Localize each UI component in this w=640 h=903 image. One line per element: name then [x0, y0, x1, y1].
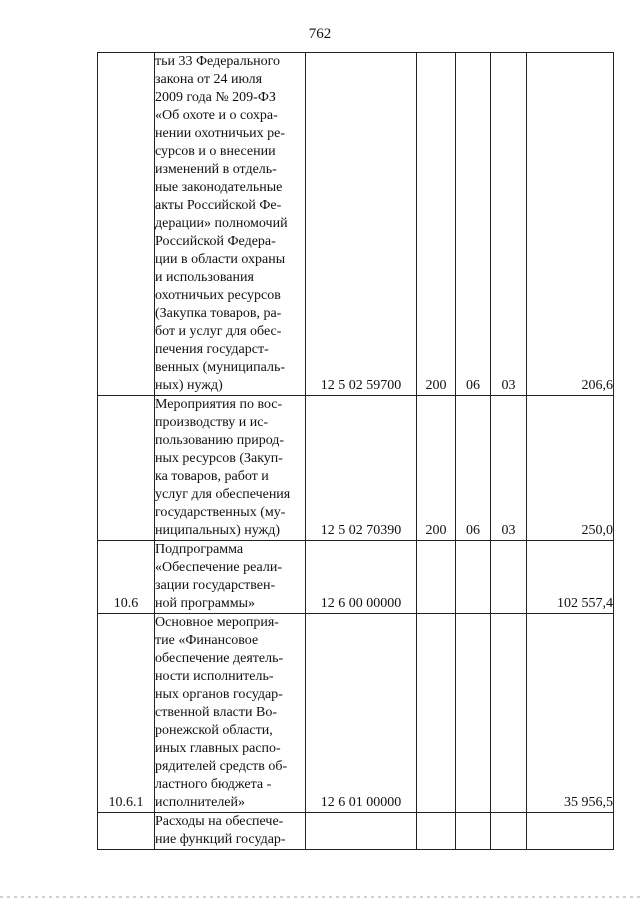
row-number	[98, 53, 155, 396]
page-number: 762	[308, 26, 332, 42]
row-number: 10.6.1	[98, 614, 155, 813]
row-kvr: 200	[417, 53, 456, 396]
row-kvr: 200	[417, 396, 456, 541]
row-kvr	[417, 813, 456, 850]
row-sum	[527, 813, 614, 850]
row-number	[98, 813, 155, 850]
row-name: тьи 33 Федерального закона от 24 июля 2009 года № 209-ФЗ «Об охоте и о сохра- нении охотничьих ре- сурсов и о внесении изменений в отдель- ные законодательные акты Российской Фе- дерации» полномочий Российской Федера- ции в области охраны и использования охотничьих ресурсов (Закупка товаров, ра- бот и услуг для обес- печения государст- венных (муниципаль- ных) нужд)	[155, 53, 306, 396]
row-number: 10.6	[98, 541, 155, 614]
row-subsection: 03	[491, 396, 527, 541]
row-name: Основное мероприя- тие «Финансовое обеспечение деятель- ности исполнитель- ных органов государ- ственной власти Во- ронежской области, иных главных распо- рядителей средств об- ластного бюджета - исполнителей»	[155, 614, 306, 813]
row-sum: 206,6	[527, 53, 614, 396]
row-code: 12 5 02 59700	[306, 53, 417, 396]
table-row	[98, 813, 614, 850]
scan-edge-line	[0, 896, 640, 898]
budget-table	[97, 52, 614, 850]
row-name: Мероприятия по вос- производству и ис- пользованию природ- ных ресурсов (Закуп- ка товаров, работ и услуг для обеспечения государственных (му- ниципальных) нужд)	[155, 396, 306, 541]
row-section	[456, 541, 491, 614]
table-row	[98, 541, 614, 614]
table-row	[98, 396, 614, 541]
row-number	[98, 396, 155, 541]
row-subsection	[491, 541, 527, 614]
row-code: 12 5 02 70390	[306, 396, 417, 541]
row-section: 06	[456, 53, 491, 396]
row-sum: 250,0	[527, 396, 614, 541]
row-subsection: 03	[491, 53, 527, 396]
row-name: Подпрограмма «Обеспечение реали- зации государствен- ной программы»	[155, 541, 306, 614]
table-row	[98, 53, 614, 396]
row-kvr	[417, 541, 456, 614]
table-row	[98, 614, 614, 813]
row-section: 06	[456, 396, 491, 541]
row-sum: 102 557,4	[527, 541, 614, 614]
row-code	[306, 813, 417, 850]
row-section	[456, 813, 491, 850]
row-kvr	[417, 614, 456, 813]
row-sum: 35 956,5	[527, 614, 614, 813]
row-subsection	[491, 614, 527, 813]
row-subsection	[491, 813, 527, 850]
row-code: 12 6 00 00000	[306, 541, 417, 614]
row-name: Расходы на обеспече- ние функций государ-	[155, 813, 306, 850]
row-section	[456, 614, 491, 813]
row-code: 12 6 01 00000	[306, 614, 417, 813]
